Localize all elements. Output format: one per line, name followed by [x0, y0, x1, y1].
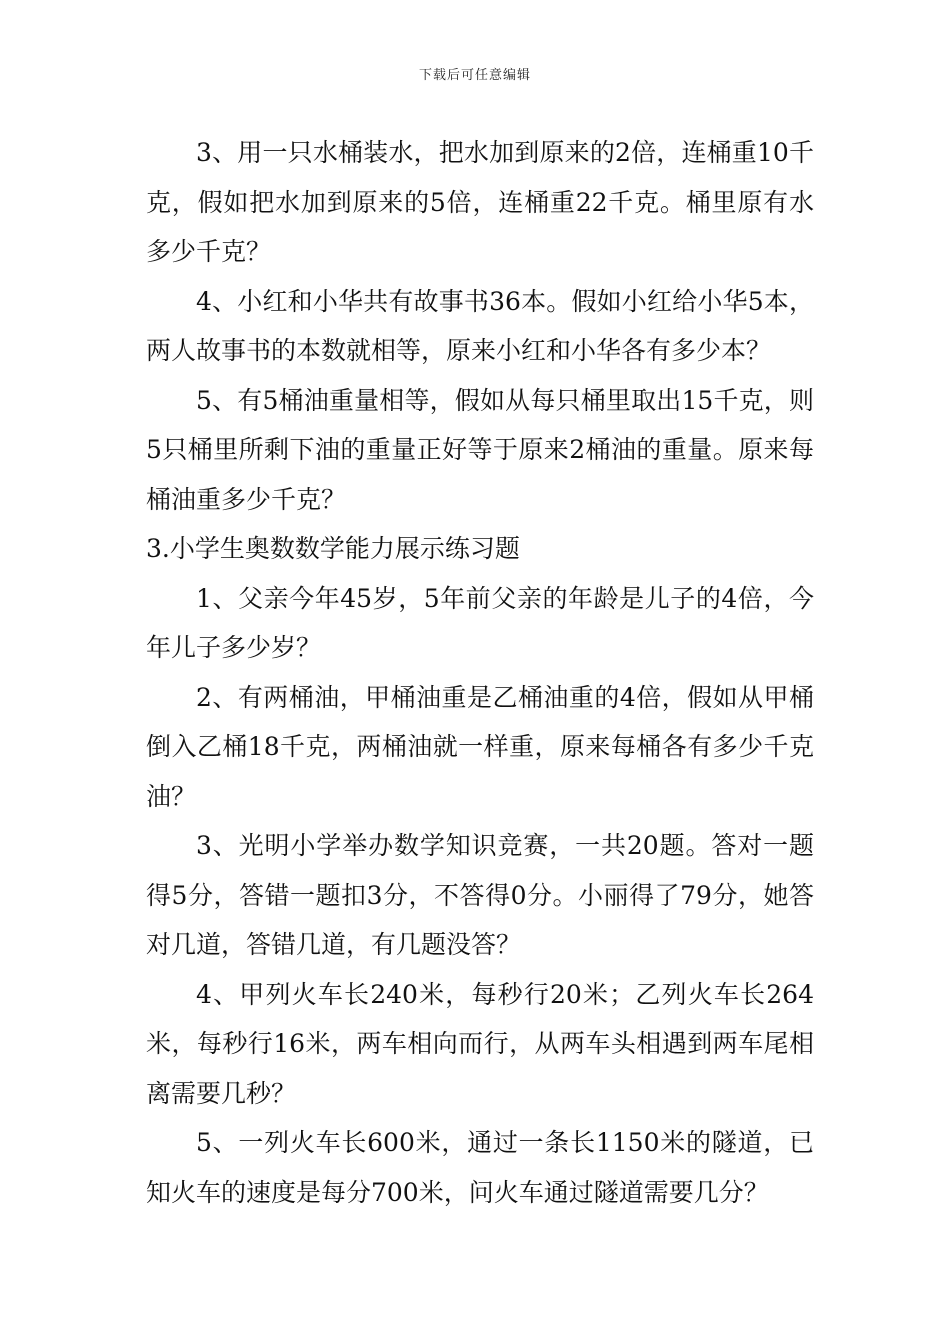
problem-paragraph: 3、用一只水桶装水，把水加到原来的2倍，连桶重10千克，假如把水加到原来的5倍，连桶重22千克。桶里原有水多少千克？: [146, 138, 814, 266]
problem-paragraph: 4、甲列火车长240米，每秒行20米；乙列火车长264米，每秒行16米，两车相向而行，从两车头相遇到两车尾相离需要几秒？: [146, 979, 814, 1108]
page-header: 下载后可任意编辑: [418, 68, 531, 83]
problem-paragraph: 4、小红和小华共有故事书36本。假如小红给小华5本，两人故事书的本数就相等，原来小红和小华各有多少本？: [146, 286, 814, 365]
problem-paragraph: 5、有5桶油重量相等，假如从每只桶里取出15千克，则5只桶里所剩下油的重量正好等于原来2桶油的重量。原来每桶油重多少千克？: [146, 385, 814, 514]
section-heading: 3.小学生奥数数学能力展示练习题: [146, 534, 520, 563]
document-body: [146, 128, 814, 1217]
problem-paragraph: 1、父亲今年45岁，5年前父亲的年龄是儿子的4倍，今年儿子多少岁？: [146, 583, 814, 662]
problem-paragraph: 2、有两桶油，甲桶油重是乙桶油重的4倍，假如从甲桶倒入乙桶18千克，两桶油就一样重，原来每桶各有多少千克油？: [146, 682, 814, 811]
problem-paragraph: 3、光明小学举办数学知识竞赛，一共20题。答对一题得5分，答错一题扣3分，不答得0分。小丽得了79分，她答对几道，答错几道，有几题没答？: [146, 831, 814, 959]
problem-paragraph: 5、一列火车长600米，通过一条长1150米的隧道，已知火车的速度是每分700米，问火车通过隧道需要几分？: [146, 1128, 814, 1207]
